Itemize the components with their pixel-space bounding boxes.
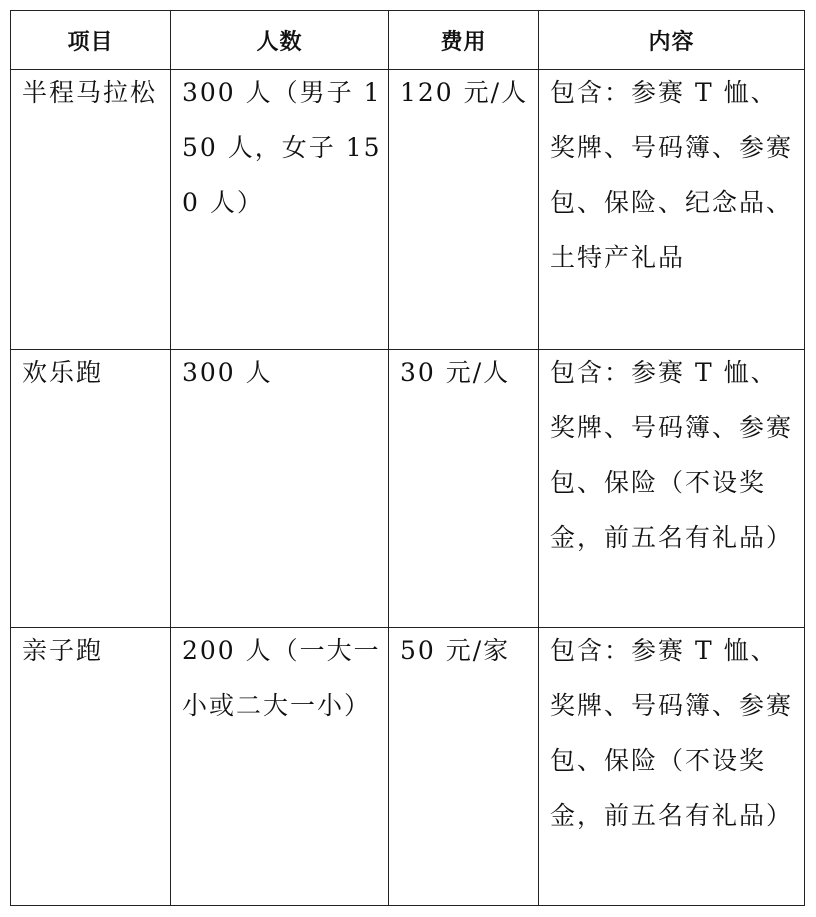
cell-project	[11, 70, 171, 350]
cell-project	[11, 350, 171, 628]
cell-fee	[389, 628, 539, 906]
cell-content	[539, 628, 805, 906]
cell-people	[171, 350, 389, 628]
cell-project-text: 半程马拉松	[22, 78, 158, 107]
cell-content-text: 包含：参赛 T 恤、奖牌、号码簿、参赛包、保险（不设奖金，前五名有礼品）	[550, 636, 794, 830]
cell-content-text: 包含：参赛 T 恤、奖牌、号码簿、参赛包、保险（不设奖金，前五名有礼品）	[550, 358, 794, 552]
cell-people-text: 300 人	[182, 358, 273, 387]
cell-fee-text: 30 元/人	[400, 358, 511, 387]
cell-fee	[389, 70, 539, 350]
table-row	[11, 70, 805, 350]
header-people: 人数	[171, 11, 389, 70]
cell-content	[539, 70, 805, 350]
cell-project-text: 欢乐跑	[22, 358, 104, 387]
header-content: 内容	[539, 11, 805, 70]
cell-fee	[389, 350, 539, 628]
event-table-container	[10, 10, 805, 906]
cell-content-text: 包含：参赛 T 恤、奖牌、号码簿、参赛包、保险、纪念品、土特产礼品	[550, 78, 794, 272]
event-fee-table	[10, 10, 805, 906]
header-project: 项目	[11, 11, 171, 70]
header-fee: 费用	[389, 11, 539, 70]
cell-content	[539, 350, 805, 628]
cell-people-text: 200 人（一大一小或二大一小）	[182, 636, 381, 720]
cell-people	[171, 70, 389, 350]
cell-people	[171, 628, 389, 906]
cell-people-text: 300 人（男子 150 人，女子 150 人）	[182, 78, 382, 217]
cell-fee-text: 120 元/人	[400, 78, 529, 107]
table-row	[11, 350, 805, 628]
table-row	[11, 628, 805, 906]
cell-project	[11, 628, 171, 906]
table-header-row	[11, 11, 805, 70]
cell-fee-text: 50 元/家	[400, 636, 511, 665]
cell-project-text: 亲子跑	[22, 636, 104, 665]
